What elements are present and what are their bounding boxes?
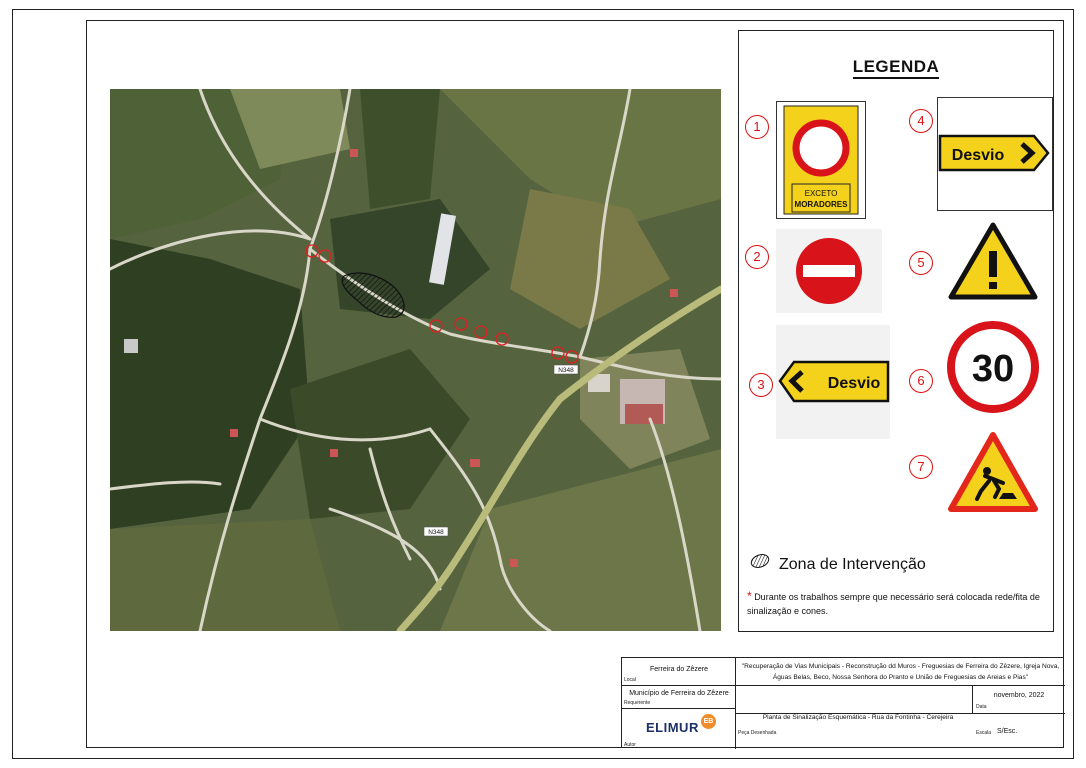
hatched-zone-icon	[749, 553, 771, 569]
legend-number-6: 6	[909, 369, 933, 393]
legend-note	[747, 589, 1043, 618]
local-value: Ferreira do Zêzere	[650, 666, 708, 673]
sign-3-text: Desvio	[827, 375, 881, 392]
road-label-n348-lower: N348	[428, 529, 444, 536]
sign-1-text-line1: EXCETO	[804, 189, 838, 198]
zona-intervencao-label: Zona de Intervenção	[779, 556, 926, 573]
sign-no-entry	[776, 229, 882, 313]
note-text: Durante os trabalhos sempre que necessário será colocada rede/fita de sinalização e cones.	[747, 592, 1040, 616]
title-block	[621, 657, 1064, 748]
requerente-caption: Requerente	[624, 700, 651, 706]
aerial-map	[110, 89, 721, 631]
data-caption: Data	[976, 704, 987, 710]
requerente-value: Município de Ferreira do Zêzere	[629, 690, 729, 697]
logo-mark: EB	[701, 714, 716, 729]
zona-intervencao-legend	[749, 553, 926, 574]
sign-no-vehicles-except-residents	[776, 101, 866, 219]
local-caption: Local	[624, 677, 636, 683]
peca-value: Planta de Sinalização Esquemática - Rua da Fontinha - Cerejeira	[762, 714, 954, 721]
project-title: "Recuperação de Vias Municipais - Reconstrução dd Muros - Freguesias de Ferreira do Zêzere, Igreja Nova, Águas Belas, Beco, Nossa Senhora do Pranto e União de Freguesias de Areias e Pias"	[741, 663, 1060, 681]
peca-caption: Peça Desenhada	[738, 730, 777, 736]
legend-number-7: 7	[909, 455, 933, 479]
sign-road-works	[947, 431, 1039, 513]
sign-6-text: 30	[971, 348, 1015, 390]
aerial-map-image	[110, 89, 721, 631]
data-value: novembro, 2022	[993, 692, 1045, 699]
sign-4-text: Desvio	[951, 147, 1005, 164]
legend-title: LEGENDA	[853, 57, 940, 79]
legend-number-1: 1	[745, 115, 769, 139]
sign-detour-right	[937, 97, 1053, 211]
legend-number-3: 3	[749, 373, 773, 397]
legend-panel	[738, 30, 1054, 632]
escala-caption: Escala	[976, 730, 992, 736]
autor-caption: Autor	[624, 742, 636, 748]
sign-danger-warning	[947, 221, 1039, 301]
legend-number-4: 4	[909, 109, 933, 133]
road-label-n348-upper: N348	[558, 367, 574, 374]
note-asterisk: *	[747, 589, 752, 603]
legend-number-5: 5	[909, 251, 933, 275]
sign-detour-left	[776, 325, 890, 439]
escala-value: S/Esc.	[997, 728, 1018, 735]
sign-speed-limit	[945, 321, 1041, 413]
legend-number-2: 2	[745, 245, 769, 269]
sign-1-text-line2: MORADORES	[794, 200, 848, 209]
logo-text: ELIMUR	[646, 720, 699, 735]
